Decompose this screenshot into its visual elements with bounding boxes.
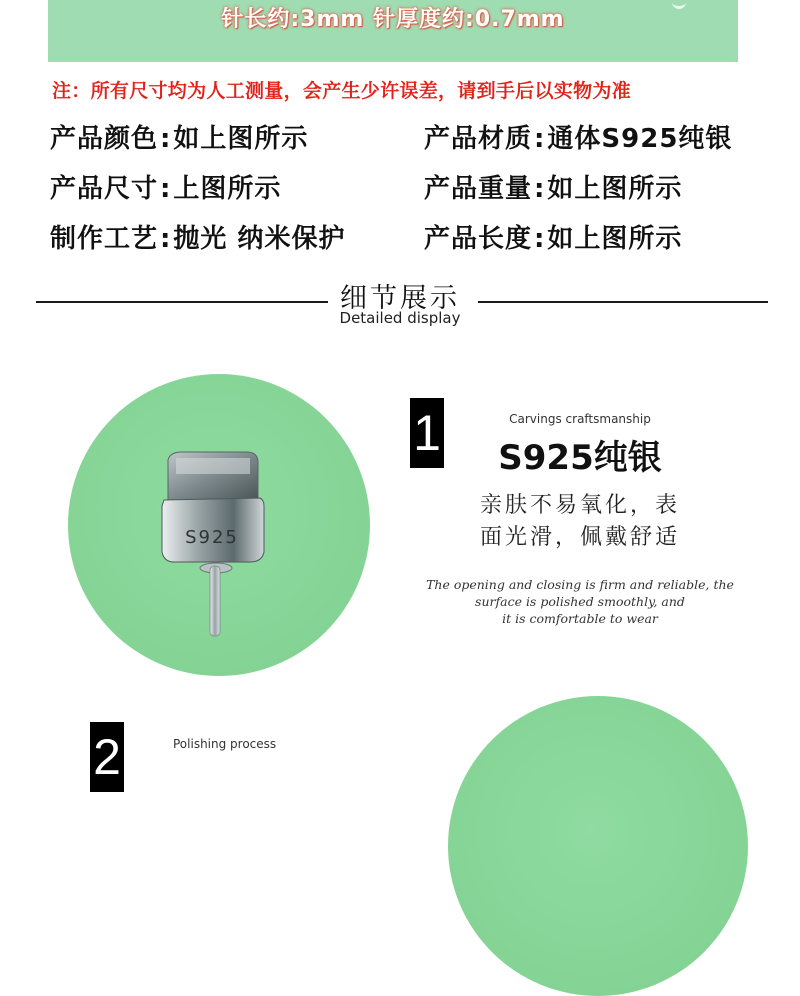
spec-weight-label: 产品重量 [424,174,533,204]
detail-2-number: 2 [90,722,124,792]
spec-size: 产品尺寸:上图所示 [50,174,282,204]
s925-stamp: S925 [185,527,239,548]
detail-1-desc-line-1: 亲肤不易氧化，表 [479,493,680,518]
detail-1-desc-line-2: 面光滑，佩戴舒适 [479,525,680,550]
detail-1-title: S925纯银 [498,438,662,478]
detail-1-en-line-3: it is comfortable to wear [502,611,658,626]
detail-1-en-line-2: surface is polished smoothly, and [475,594,685,609]
detail-1-en-line-1: The opening and closing is firm and reliable, the [426,577,734,592]
spec-material-value: 通体S925纯银 [547,124,733,154]
spec-weight: 产品重量:如上图所示 [424,174,683,204]
banner-text: 针长约:3mm 针厚度约:0.7mm [221,7,565,32]
spec-craft: 制作工艺:抛光 纳米保护 [50,224,346,254]
spec-material-label: 产品材质 [424,124,533,154]
detail-1-english [420,576,740,627]
earring-post-image [150,440,290,650]
spec-color-value: 如上图所示 [173,124,309,154]
product-photo-circle-2 [448,696,748,996]
spec-craft-label: 制作工艺 [50,224,159,254]
spec-size-label: 产品尺寸 [50,174,159,204]
spec-length: 产品长度:如上图所示 [424,224,683,254]
measurement-note: 注：所有尺寸均为人工测量，会产生少许误差，请到手后以实物为准 [52,80,632,102]
spec-weight-value: 如上图所示 [547,174,683,204]
spec-craft-value: 抛光 纳米保护 [173,224,346,254]
section-subtitle: Detailed display [339,309,461,327]
spec-color: 产品颜色:如上图所示 [50,124,309,154]
spec-material: 产品材质:通体S925纯银 [424,124,733,154]
spec-length-value: 如上图所示 [547,224,683,254]
detail-2-label: Polishing process [173,737,277,751]
spec-size-value: 上图所示 [173,174,282,204]
detail-1-description [440,490,720,554]
detail-1-label: Carvings craftsmanship [509,412,651,426]
section-title: 细节展示 [340,283,460,314]
spec-length-label: 产品长度 [424,224,533,254]
spec-color-label: 产品颜色 [50,124,159,154]
top-banner [48,0,738,62]
detail-1-number: 1 [410,398,444,468]
